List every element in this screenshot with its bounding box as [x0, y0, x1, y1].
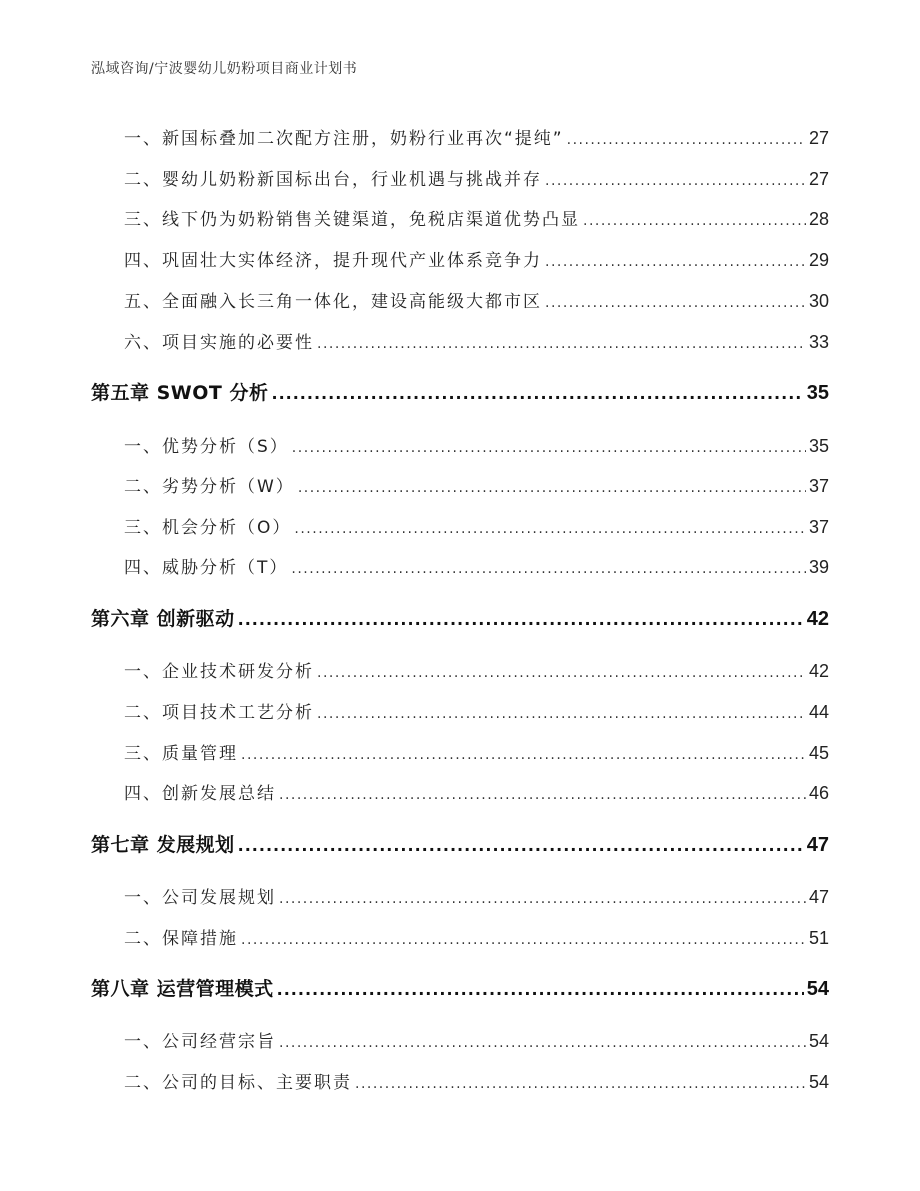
- toc-entry-page: 37: [808, 517, 829, 537]
- toc-entry-page: 37: [808, 476, 829, 496]
- toc-entry-number: 二、: [124, 929, 162, 949]
- toc-entry-page: 51: [808, 928, 829, 948]
- dot-leader: [545, 254, 806, 270]
- dot-leader: [545, 173, 806, 189]
- toc-entry-title: 公司发展规划: [162, 888, 276, 908]
- dot-leader: [241, 747, 806, 763]
- dot-leader: [277, 980, 804, 999]
- toc-entry-title: 项目技术工艺分析: [162, 703, 314, 723]
- toc-entry-page: 39: [808, 557, 829, 577]
- toc-entry[interactable]: [91, 924, 829, 949]
- toc-entry-title: 婴幼儿奶粉新国标出台，行业机遇与挑战并存: [162, 170, 542, 190]
- toc-entry[interactable]: [91, 779, 829, 804]
- toc-entry[interactable]: [91, 883, 829, 908]
- toc-entry-number: 一、: [124, 662, 162, 682]
- dot-leader: [238, 836, 804, 855]
- dot-leader: [291, 561, 806, 577]
- toc-chapter-title: 第五章 SWOT 分析: [91, 382, 269, 404]
- dot-leader: [567, 132, 806, 148]
- toc-entry-title: 威胁分析（T）: [162, 558, 289, 578]
- toc-entry[interactable]: [91, 1027, 829, 1052]
- toc-entry[interactable]: [91, 513, 829, 538]
- toc-entry-title: 创新发展总结: [162, 784, 276, 804]
- toc-entry-page: 28: [808, 209, 829, 229]
- toc-entry-number: 二、: [124, 703, 162, 723]
- toc-entry[interactable]: [91, 328, 829, 353]
- toc-entry-title: 公司的目标、主要职责: [162, 1073, 352, 1093]
- toc-chapter-title: 第八章 运营管理模式: [91, 978, 274, 1000]
- toc-entry-page: 44: [808, 702, 829, 722]
- toc-entry-number: 二、: [124, 170, 162, 190]
- dot-leader: [317, 706, 806, 722]
- toc-chapter[interactable]: [91, 604, 829, 631]
- dot-leader: [271, 384, 803, 403]
- dot-leader: [292, 440, 806, 456]
- toc-chapter[interactable]: [91, 378, 829, 405]
- toc-entry-page: 47: [808, 887, 829, 907]
- dot-leader: [279, 1035, 806, 1051]
- toc-chapter-title: 第七章 发展规划: [91, 834, 235, 856]
- toc-entry-number: 二、: [124, 1073, 162, 1093]
- toc-entry[interactable]: [91, 246, 829, 271]
- toc-entry-page: 46: [808, 783, 829, 803]
- dot-leader: [545, 295, 806, 311]
- toc-entry-number: 四、: [124, 558, 162, 578]
- toc-entry-number: 三、: [124, 210, 162, 230]
- toc-entry[interactable]: [91, 287, 829, 312]
- toc-entry-page: 54: [808, 1072, 829, 1092]
- toc-entry[interactable]: [91, 739, 829, 764]
- dot-leader: [241, 932, 806, 948]
- toc-entry-number: 四、: [124, 784, 162, 804]
- toc-entry-number: 三、: [124, 518, 162, 538]
- toc-entry-number: 一、: [124, 129, 162, 149]
- toc-entry[interactable]: [91, 553, 829, 578]
- dot-leader: [279, 891, 806, 907]
- toc-entry[interactable]: [91, 124, 829, 149]
- toc-entry-page: 42: [808, 661, 829, 681]
- toc-entry-number: 三、: [124, 744, 162, 764]
- toc-chapter[interactable]: [91, 974, 829, 1001]
- toc-entry-number: 一、: [124, 888, 162, 908]
- toc-entry-title: 机会分析（O）: [162, 518, 292, 538]
- toc-entry-title: 企业技术研发分析: [162, 662, 314, 682]
- dot-leader: [279, 787, 806, 803]
- toc-entry-page: 35: [808, 436, 829, 456]
- toc-entry[interactable]: [91, 698, 829, 723]
- toc-chapter[interactable]: [91, 830, 829, 857]
- toc-entry[interactable]: [91, 657, 829, 682]
- toc-entry-page: 27: [808, 128, 829, 148]
- dot-leader: [317, 336, 806, 352]
- toc-entry-number: 五、: [124, 292, 162, 312]
- toc-chapter-page: 35: [806, 382, 829, 404]
- page-header: 泓域咨询/宁波婴幼儿奶粉项目商业计划书: [91, 61, 358, 77]
- toc-entry-title: 劣势分析（W）: [162, 477, 295, 497]
- dot-leader: [238, 610, 804, 629]
- toc-entry-page: 30: [808, 291, 829, 311]
- toc-entry-title: 全面融入长三角一体化，建设高能级大都市区: [162, 292, 542, 312]
- toc-entry-title: 优势分析（S）: [162, 437, 289, 457]
- toc-entry[interactable]: [91, 432, 829, 457]
- toc-entry-title: 保障措施: [162, 929, 238, 949]
- dot-leader: [298, 480, 806, 496]
- toc-entry-page: 29: [808, 250, 829, 270]
- dot-leader: [317, 665, 806, 681]
- toc-entry-title: 巩固壮大实体经济，提升现代产业体系竞争力: [162, 251, 542, 271]
- toc-entry-number: 四、: [124, 251, 162, 271]
- toc-entry-title: 项目实施的必要性: [162, 333, 314, 353]
- toc-entry-number: 一、: [124, 437, 162, 457]
- toc-entry-page: 33: [808, 332, 829, 352]
- toc-entry[interactable]: [91, 1068, 829, 1093]
- toc-entry-number: 二、: [124, 477, 162, 497]
- toc-entry-page: 45: [808, 743, 829, 763]
- toc-entry-number: 六、: [124, 333, 162, 353]
- dot-leader: [355, 1076, 806, 1092]
- toc-entry[interactable]: [91, 165, 829, 190]
- toc-entry-page: 27: [808, 169, 829, 189]
- dot-leader: [583, 213, 806, 229]
- dot-leader: [294, 521, 806, 537]
- toc-chapter-title: 第六章 创新驱动: [91, 608, 235, 630]
- toc-entry-title: 新国标叠加二次配方注册，奶粉行业再次“提纯”: [162, 129, 564, 149]
- toc-entry-page: 54: [808, 1031, 829, 1051]
- toc-chapter-page: 54: [806, 978, 829, 1000]
- toc-entry-title: 质量管理: [162, 744, 238, 764]
- toc-chapter-page: 47: [806, 834, 829, 856]
- toc-chapter-page: 42: [806, 608, 829, 630]
- table-of-contents: [91, 0, 829, 1191]
- toc-entry-title: 公司经营宗旨: [162, 1032, 276, 1052]
- toc-entry[interactable]: [91, 205, 829, 230]
- toc-entry-number: 一、: [124, 1032, 162, 1052]
- toc-entry[interactable]: [91, 472, 829, 497]
- toc-entry-title: 线下仍为奶粉销售关键渠道，免税店渠道优势凸显: [162, 210, 580, 230]
